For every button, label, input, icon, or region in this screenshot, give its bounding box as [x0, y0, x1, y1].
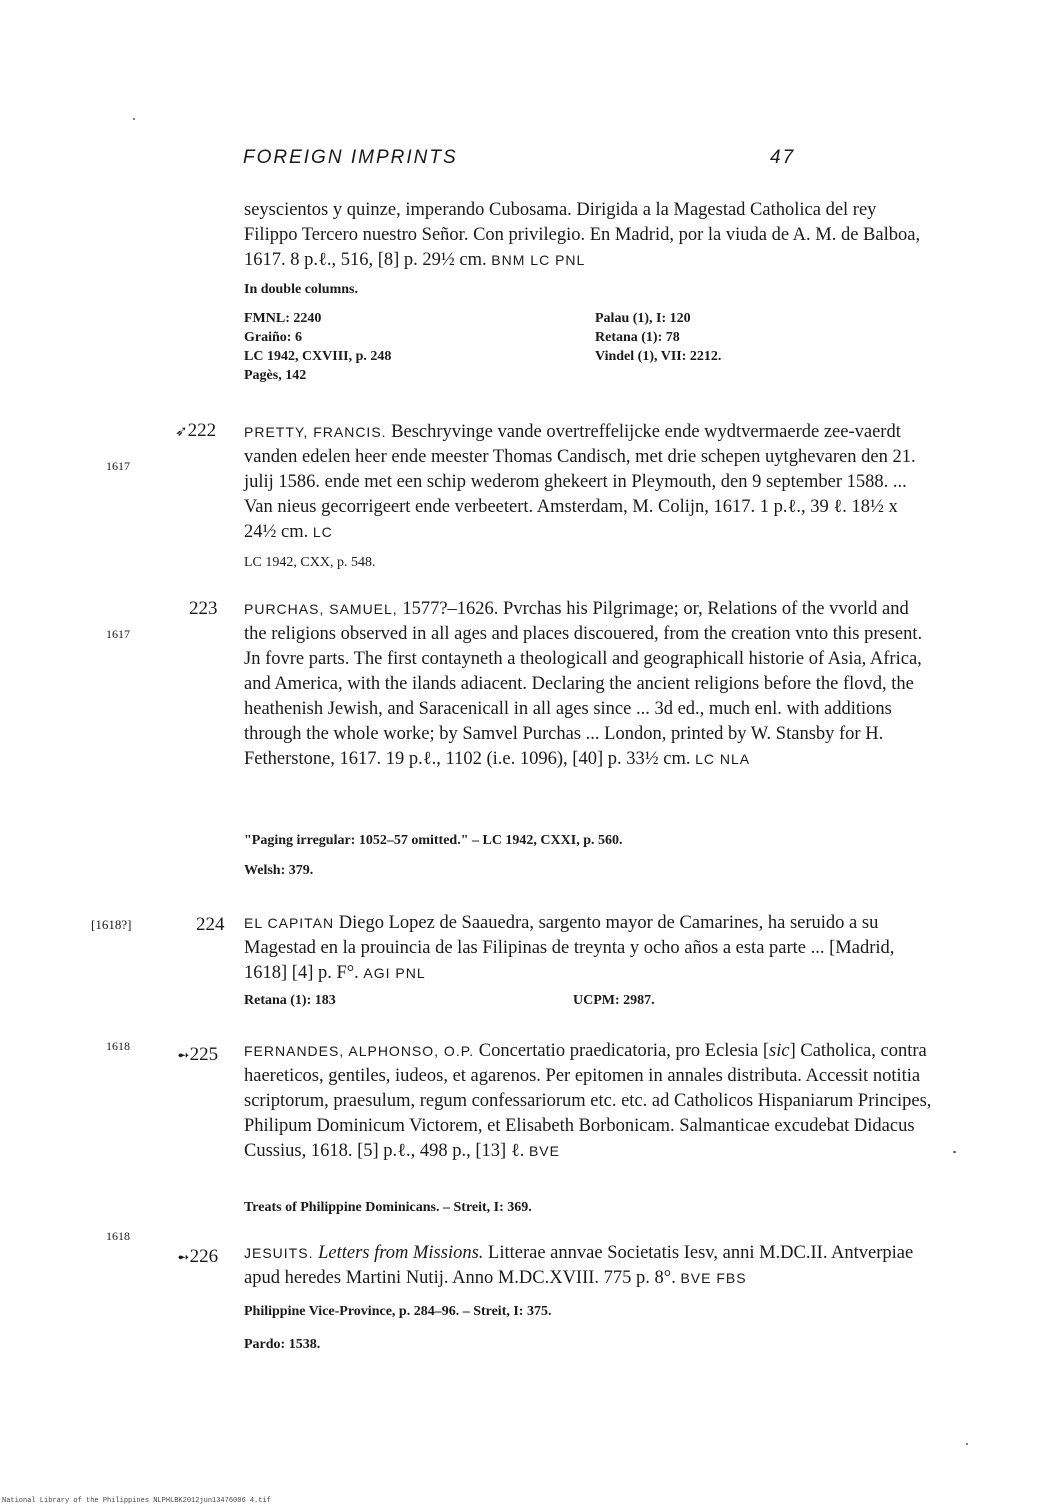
entry-author: PRETTY, FRANCIS. — [244, 424, 387, 440]
entry-continuation-text — [244, 198, 934, 273]
entry-note: Treats of Philippine Dominicans. – Streit, I: 369. — [244, 1200, 532, 1215]
reference: Retana (1): 183 — [244, 993, 336, 1008]
scan-speck — [133, 118, 135, 120]
entry-body-part: Catholica, contra haereticos, gentiles, iudeos, et agarenos. Per epitomen in annales distributa. Accessit notitia scriptorum, praesulum, regum confessariorum etc. etc. ad Catholicos Hispaniarum Principes, Philipum Dominicum Victorem, et Elisabeth Borbonicam. Salmanticae excudebat Didacus Cussius, 1618. [5] p.ℓ., 498 p., [13] ℓ. — [244, 1041, 932, 1161]
entry-number: 223 — [189, 598, 218, 619]
entry-number-value: 225 — [189, 1044, 219, 1065]
reference: UCPM: 2987. — [573, 993, 655, 1008]
entry-year: 1618 — [106, 1039, 130, 1053]
entry-note: LC 1942, CXX, p. 548. — [244, 555, 376, 570]
pointer-mark-icon: ➶ — [175, 424, 188, 440]
entry-number-value: 222 — [187, 420, 217, 441]
entry-text — [244, 597, 934, 772]
entry-year: 1617 — [106, 627, 130, 641]
holdings: LC NLA — [695, 751, 751, 767]
running-head: FOREIGN IMPRINTS — [243, 147, 458, 168]
entry-year: [1618?] — [91, 917, 132, 932]
entry-author: JESUITS. — [244, 1245, 314, 1261]
entry-number — [175, 420, 216, 442]
entry-title-italic: Letters from Missions. — [318, 1243, 484, 1263]
entry-body: Beschryvinge vande overtreffelijcke ende wydtvermaerde zee-vaerdt vanden edelen heer ende meester Thomas Candisch, met drie schepen uytghevaren den 21. julij 1586. ende met een schip wederom ghekeert in Pleymouth, den 9 september 1588. ... Van nieus gecorrigeert ende verbeetert. Amsterdam, M. Colijn, 1617. 1 p.ℓ., 39 ℓ. 18½ x 24½ cm. — [244, 422, 916, 542]
reference: Retana (1): 78 — [595, 330, 680, 345]
entry-note: Philippine Vice-Province, p. 284–96. – Streit, I: 375. — [244, 1304, 552, 1319]
pointer-hand-icon: ➻ — [177, 1048, 190, 1064]
entry-note: Welsh: 379. — [244, 863, 314, 878]
entry-text — [244, 420, 934, 545]
entry-text: FERNANDES, ALPHONSO, O.P. Concertatio praedicatoria, pro Eclesia [sic] Catholica, contra haereticos, gentiles, iudeos, et agarenos. Per epitomen in annales distributa. Accessit notitia scriptorum, praesulum, regum confessariorum etc. etc. ad Catholicos Hispaniarum Principes, Philipum Dominicum Victorem, et Elisabeth Borbonicam. Salmanticae excudebat Didacus Cussius, 1618. [5] p.ℓ., 498 p., [13] ℓ. BVE — [244, 1041, 932, 1161]
entry-number — [177, 1044, 218, 1066]
entry-year: 1617 — [106, 459, 130, 473]
holdings: BNM LC PNL — [491, 252, 586, 268]
entry-number-value: 226 — [189, 1246, 219, 1267]
entry-body: seyscientos y quinze, imperando Cubosama. Dirigida a la Magestad Catholica del rey Filippo Tercero nuestro Señor. Con privilegio. En Madrid, por la viuda de A. M. de Balboa, 1617. 8 p.ℓ., 516, [8] p. 29½ cm. — [244, 200, 921, 270]
entry-author: FERNANDES, ALPHONSO, O.P. — [244, 1043, 475, 1059]
entry-text — [244, 911, 934, 986]
reference: Graiño: 6 — [244, 330, 302, 345]
entry-note: "Paging irregular: 1052–57 omitted." – LC 1942, CXXI, p. 560. — [244, 833, 623, 848]
references-left — [244, 309, 391, 385]
entry-number — [177, 1246, 218, 1268]
holdings: AGI PNL — [363, 965, 426, 981]
entry-text — [244, 1241, 934, 1291]
sic-mark: sic — [769, 1041, 790, 1061]
holdings: BVE FBS — [680, 1270, 747, 1286]
entry-note: In double columns. — [244, 282, 358, 297]
reference: LC 1942, CXVIII, p. 248 — [244, 349, 392, 364]
reference: Palau (1), I: 120 — [595, 311, 691, 326]
entry-number: 224 — [196, 914, 225, 935]
entry-body: 1577?–1626. Pvrchas his Pilgrimage; or, Relations of the vvorld and the religions observed in all ages and places discouered, from the creation vnto this present. Jn fovre parts. The first contayneth a theologicall and geographicall historie of Asia, Africa, and America, with the ilands adiacent. Declaring the ancient religions before the flovd, the heathenish Jewish, and Saracenicall in all ages since ... 3d ed., much enl. with additions through the whole worke; by Samvel Purchas ... London, printed by W. Stansby for H. Fetherstone, 1617. 19 p.ℓ., 1102 (i.e. 1096), [40] p. 33½ cm. — [244, 599, 923, 769]
holdings: BVE — [528, 1143, 560, 1159]
reference: FMNL: 2240 — [244, 311, 322, 326]
entry-year: 1618 — [106, 1229, 130, 1243]
entry-body-part: Concertatio praedicatoria, pro Eclesia — [478, 1041, 759, 1061]
scan-speck — [966, 1443, 968, 1445]
holdings: LC — [312, 524, 333, 540]
entry-author: PURCHAS, SAMUEL, — [244, 601, 398, 617]
entry-author: EL CAPITAN — [244, 915, 335, 931]
reference: Vindel (1), VII: 2212. — [595, 349, 722, 364]
entry-body: Diego Lopez de Saauedra, sargento mayor de Camarines, ha seruido a su Magestad en la prouincia de las Filipinas de treynta y ocho años a esta parte ... [Madrid, 1618] [4] p. F°. — [244, 913, 895, 983]
scan-speck — [953, 1151, 956, 1153]
pointer-hand-icon: ➻ — [177, 1250, 190, 1266]
entry-note: Pardo: 1538. — [244, 1337, 321, 1352]
entry-body: Litterae annvae Societatis Iesv, anni M.DC.II. Antverpiae apud heredes Martini Nutij. Anno M.DC.XVIII. 775 p. 8°. — [244, 1243, 914, 1288]
reference: Pagès, 142 — [244, 368, 307, 383]
scan-footer: National Library of the Philippines NLPHLBK2012jun13476006 4.tif — [2, 1497, 271, 1505]
references-right — [595, 309, 721, 366]
page-number: 47 — [770, 147, 796, 168]
